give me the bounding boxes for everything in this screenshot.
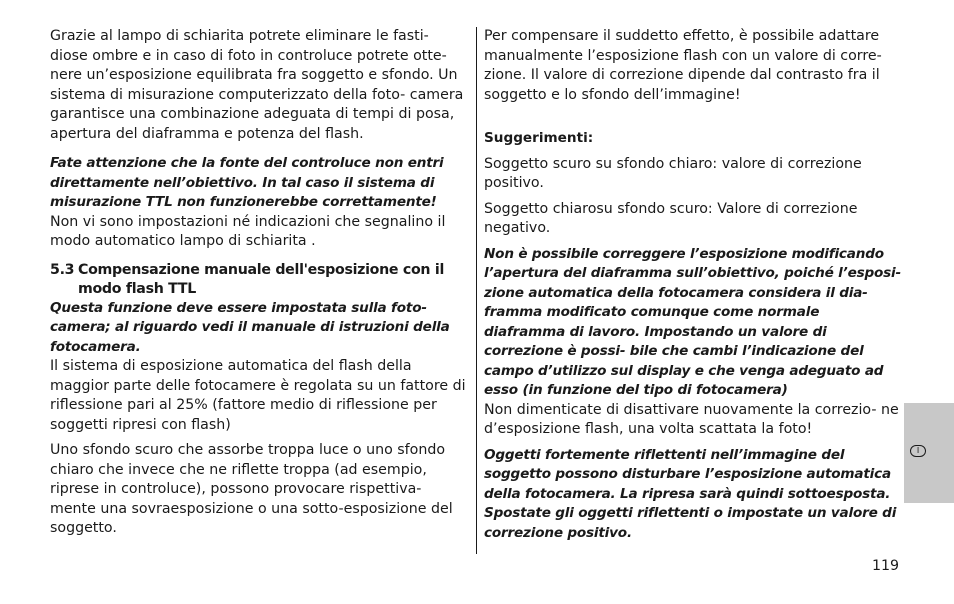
camera-setting-note: Questa funzione deve essere impostata sulla foto- camera; al riguardo vedi il manuale di istruzioni della fotocamera. [50,299,450,355]
reflective-objects-warning: Oggetti fortemente riflettenti nell’immagine del soggetto possono disturbare l’esposizione automatica della fotocamera. La ripresa sarà quindi sottoesposta. Spostate gli oggetti riflettenti o impostate un valore di correzione positivo. [484,446,897,541]
language-tab [904,403,954,503]
section-title: Compensazione manuale dell'esposizione con il modo flash TTL [78,261,445,297]
column-divider [476,27,477,554]
backlight-warning: Fate attenzione che la fonte del controluce non entri direttamente nell’obiettivo. In tal caso il sistema di misurazione TTL non funzionerebbe correttamente! [50,155,444,210]
section-number: 5.3 [50,261,75,278]
tip-dark-subject: Soggetto scuro su sfondo chiaro: valore di correzione positivo. [484,155,862,191]
language-tab-label: I [910,445,926,457]
right-column [484,27,904,543]
tip-light-subject: Soggetto chiarosu sfondo scuro: Valore di correzione negativo. [484,200,858,236]
background-effect-paragraph: Uno sfondo scuro che assorbe troppa luce o uno sfondo chiaro che invece che ne riflette troppa (ad esempio, riprese in controluce), possono provocare rispettiva- mente una sovraesposizione o una sotto-esposizione del soggetto. [50,442,453,536]
section-heading [50,261,470,299]
aperture-warning: Non è possibile correggere l’esposizione modificando l’apertura del diaframma sull’obiettivo, poiché l’esposi- zione automatica della fotocamera considera il dia- framma modificato comunque come normale diaframma di lavoro. Impostando un valore di correzione è possi- bile che cambi l’indicazione del campo d’utilizzo sul display e che venga adeguato ad esso (in funzione del tipo di fotocamera) [484,245,901,398]
reset-reminder: Non dimenticate di disattivare nuovamente la correzio- ne d’esposizione flash, una volta scattata la foto! [484,401,899,437]
tips-heading: Suggerimenti: [484,130,594,146]
reflection-factor-paragraph: Il sistema di esposizione automatica del flash della maggior parte delle fotocamere è regolata su un fattore di riflessione pari al 25% (fattore medio di riflessione per soggetti ripresi con flash) [50,358,466,433]
page-number: 119 [872,558,900,574]
no-indication-paragraph: Non vi sono impostazioni né indicazioni che segnalino il modo automatico lampo di schiarita . [50,213,446,249]
compensation-paragraph: Per compensare il suddetto effetto, è possibile adattare manualmente l’esposizione flash con un valore di corre- zione. Il valore di correzione dipende dal contrasto fra il soggetto e lo sfondo dell’immagine! [484,28,882,103]
left-column [50,27,470,539]
intro-paragraph: Grazie al lampo di schiarita potrete eliminare le fasti- diose ombre e in caso di foto in controluce potrete otte- nere un’esposizione equilibrata fra soggetto e sfondo. Un sistema di misurazione computerizzato della foto- camera garantisce una combinazione adeguata di tempi di posa, apertura del diaframma e potenza del flash. [50,28,464,142]
